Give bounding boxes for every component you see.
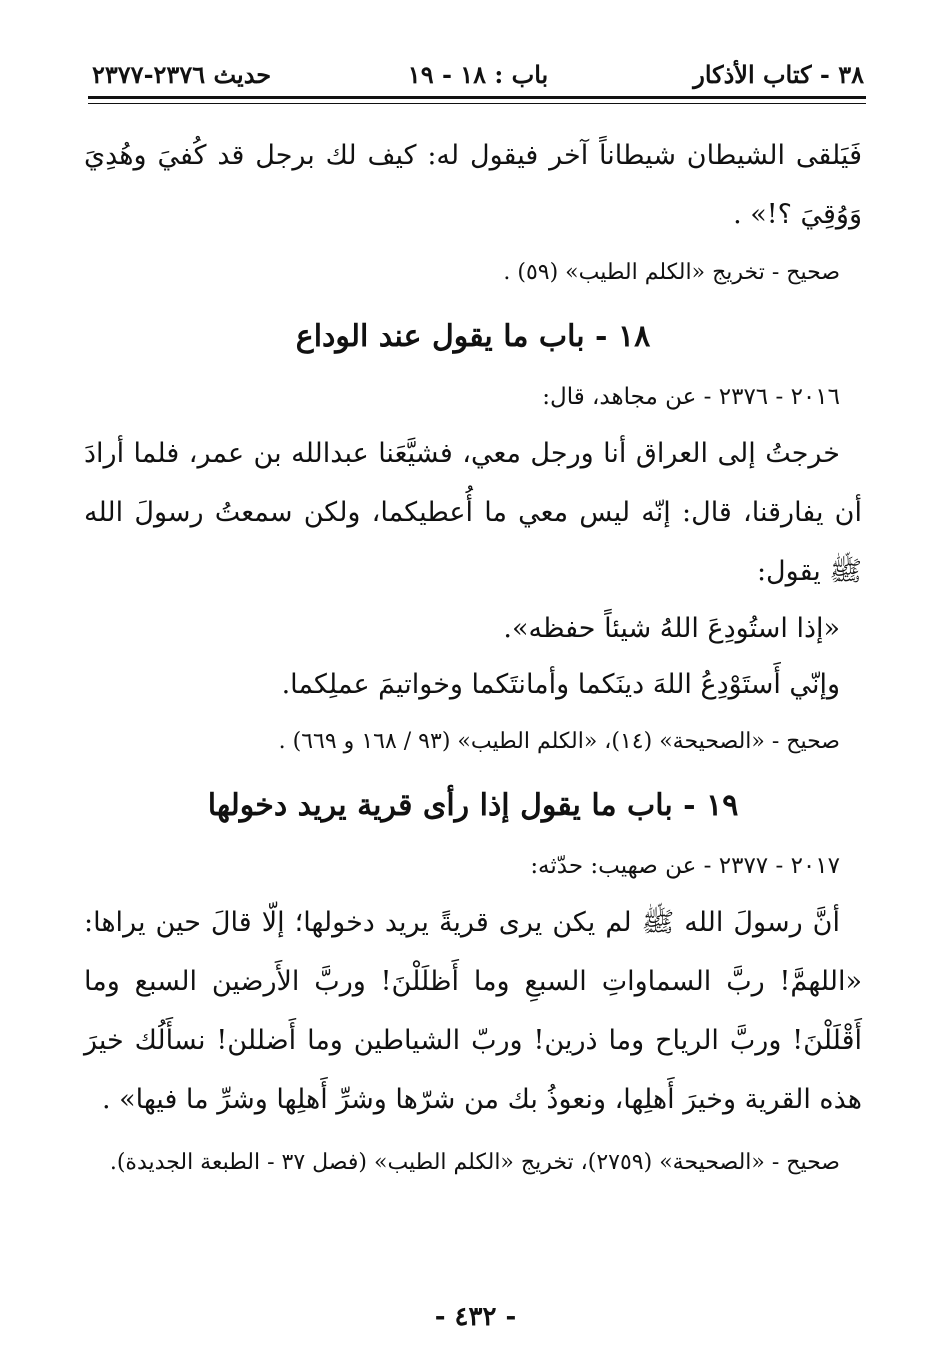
hadith-2016-heading: ٢٠١٦ - ٢٣٧٦ - عن مجاهد، قال: bbox=[542, 384, 840, 410]
hadith-2016-source: صحيح - «الصحيحة» (١٤)، «الكلم الطيب» (٩٣ / ١٦٨ و ٦٦٩) . bbox=[278, 729, 840, 754]
chapter-18-title: ١٨ - باب ما يقول عند الوداع bbox=[295, 319, 651, 354]
continuation-text: فَيَلقى الشيطان شيطاناً آخر فيقول له: كيف لك برجل قد كُفيَ وهُدِيَ وَوُقِيَ ؟!» . bbox=[84, 140, 862, 230]
continuation-source: صحيح - تخريج «الكلم الطيب» (٥٩) . bbox=[503, 260, 840, 285]
header-rule-thin bbox=[88, 103, 866, 104]
hadith-2016-text: خرجتُ إلى العراق أنا ورجل معي، فشيَّعَنا عبدالله بن عمر، فلما أرادَ أن يفارقنا، قال: إنّه ليس معي ما أُعطيكما، ولكن سمعتُ رسولَ الله ﷺ يقول: bbox=[84, 438, 862, 587]
hadith-2016-quote: «إذا استُودِعَ اللهُ شيئاً حفظه». bbox=[503, 613, 840, 644]
running-head bbox=[92, 56, 864, 96]
hadith-2017-text: أنَّ رسولَ الله ﷺ لم يكن يرى قريةً يريد دخولها؛ إلّا قالَ حين يراها: «اللهمَّ! ربَّ السماواتِ السبعِ وما أَظلَلْنَ! وربَّ الأَرضين السبع وما أَقْلَلْنَ! وربَّ الرياح وما ذرين! وربّ الشياطين وما أَضللن! نسأَلُك خيرَ هذه القرية وخيرَ أَهلِها، ونعوذُ بك من شرّها وشرِّ أَهلِها وشرِّ ما فيها» . bbox=[84, 907, 862, 1115]
header-rule-thick bbox=[88, 96, 866, 99]
page-number: - ٤٣٢ - bbox=[434, 1302, 517, 1332]
hadith-2016-farewell: وإنّي أَستَوْدِعُ اللهَ دينَكما وأمانتَكما وخواتيمَ عملِكما. bbox=[281, 669, 840, 700]
chapter-range: باب : ١٨ - ١٩ bbox=[407, 60, 549, 89]
chapter-19-title: ١٩ - باب ما يقول إذا رأى قرية يريد دخولها bbox=[207, 788, 739, 823]
hadith-range: حديث ٢٣٧٦-٢٣٧٧ bbox=[92, 60, 272, 89]
hadith-2017-source: صحيح - «الصحيحة» (٢٧٥٩)، تخريج «الكلم الطيب» (فصل ٣٧ - الطبعة الجديدة). bbox=[109, 1150, 840, 1175]
hadith-2017-heading: ٢٠١٧ - ٢٣٧٧ - عن صهيب: حدّثه: bbox=[530, 853, 840, 879]
page-body bbox=[84, 126, 862, 1187]
book-title: ٣٨ - كتاب الأذكار bbox=[693, 60, 864, 89]
